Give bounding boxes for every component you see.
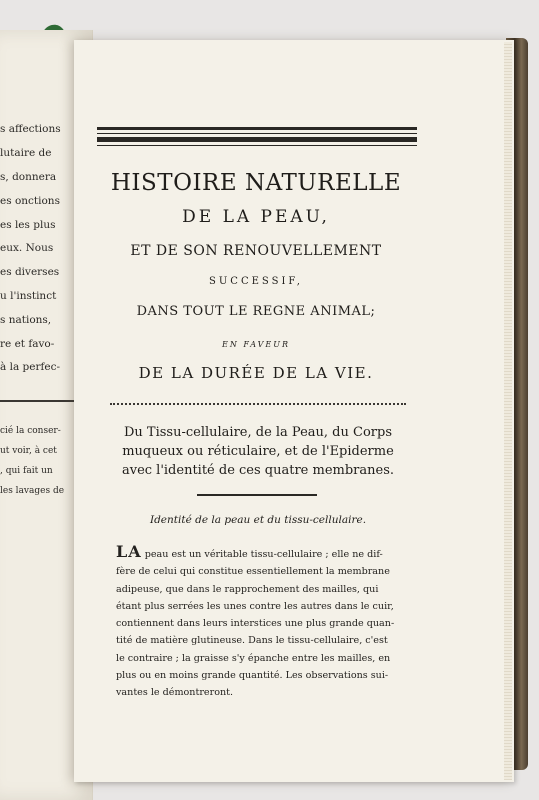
title-line-1: HISTOIRE NATURELLE — [110, 170, 402, 196]
body-text — [116, 543, 406, 702]
title-line-4: SUCCESSIF, — [209, 276, 303, 287]
left-page-line: s affections — [0, 123, 61, 135]
left-page-line: es diverses — [0, 266, 60, 278]
body-line: vantes le démontreront. — [116, 687, 234, 699]
top-rule-thin — [97, 133, 417, 134]
left-page-line: , qui fait un — [0, 466, 53, 476]
left-page-line: cié la conser- — [0, 426, 61, 436]
subtitle: Du Tissu-cellulaire, de la Peau, du Corps muqueux ou réticulaire, et de l'Epiderme avec l'identité de ces quatre membranes. — [121, 425, 395, 478]
body-line: plus ou en moins grande quantité. Les observations sui- — [116, 670, 389, 682]
title-line-3: ET DE SON RENOUVELLEMENT — [130, 243, 382, 259]
section-heading: Identité de la peau et du tissu-cellulaire. — [149, 514, 367, 526]
left-page-line: re et favo- — [0, 338, 55, 350]
body-line — [116, 543, 406, 563]
subtitle-rule — [197, 494, 317, 496]
left-page-line: es onctions — [0, 195, 60, 207]
left-page-line: ut voir, à cet — [0, 446, 57, 456]
top-rule-bold — [97, 137, 417, 142]
title-line-7: DE LA DURÉE DE LA VIE. — [138, 364, 374, 382]
title-line-6: EN FAVEUR — [222, 340, 290, 349]
title-line-5: DANS TOUT LE REGNE ANIMAL; — [136, 304, 376, 319]
left-page-line: s nations, — [0, 314, 52, 326]
dotted-divider — [110, 403, 406, 405]
drop-cap: LA — [116, 542, 142, 561]
body-line-text: peau est un véritable tissu-cellulaire ; elle ne dif- — [141, 549, 383, 560]
body-line: le contraire ; la graisse s'y épanche entre les mailles, en — [116, 652, 391, 664]
left-page-line: à la perfec- — [0, 361, 61, 373]
left-page-line: u l'instinct — [0, 290, 57, 302]
body-line: adipeuse, que dans le rapprochement des mailles, qui — [116, 583, 379, 595]
page-block-edge — [504, 42, 512, 780]
top-rule-thin — [97, 145, 417, 146]
left-page-line: lutaire de — [0, 147, 52, 159]
left-page-line: es les plus — [0, 219, 56, 231]
left-page-line: les lavages de — [0, 486, 65, 496]
left-page-line: eux. Nous — [0, 242, 54, 254]
body-line: étant plus serrées les unes contre les autres dans le cuir, — [116, 600, 394, 612]
body-line: contiennent dans leurs interstices une plus grande quan- — [116, 618, 395, 630]
body-line: fère de celui qui constitue essentiellement la membrane — [116, 566, 390, 578]
left-page-line: s, donnera — [0, 171, 57, 183]
title-line-2: DE LA PEAU, — [182, 207, 330, 227]
top-rule-thick — [97, 127, 417, 130]
body-line: tité de matière glutineuse. Dans le tissu-cellulaire, c'est — [116, 635, 388, 647]
